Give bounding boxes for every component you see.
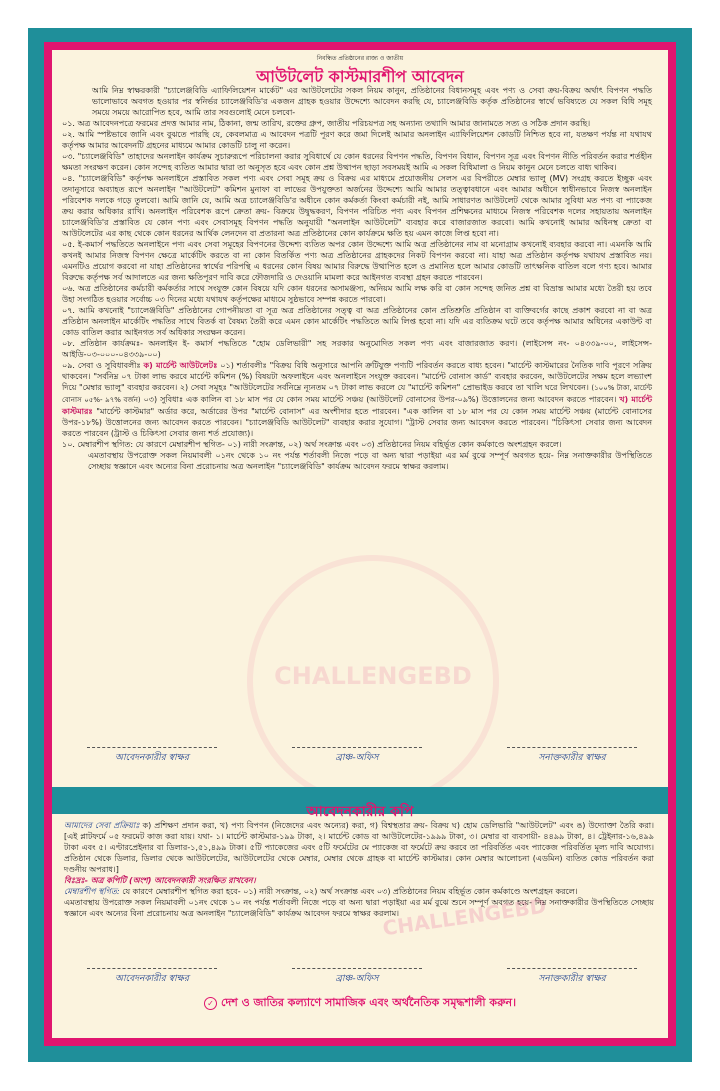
clause-item: ০৬. অত্র প্রতিষ্ঠানের কর্মচারী কর্মকর্তার সাথে সংযুক্ত কোন বিষয়ে যদি কোন ধরনের অসামঞ্জস্য, অনিয়ম আমি লক্ষ করি বা কোন সন্দেহ জনিত প্রশ্ন বা বিভ্রান্ত আমার মধ্যে তৈরী হয় তবে উহা সংগঠিত হওয়ার সর্বোচ্চ ০৩ দিনের মধ্যে যথাযথ কর্তৃপক্ষের মাধ্যমে সুষ্ঠভাবে সম্পন্ন করতে পারবো। bbox=[62, 284, 652, 304]
header-note: নিবন্ধিত প্রতিষ্ঠানের রাজ্য ও জাতীয় bbox=[316, 55, 404, 62]
applicant-signature: আবেদনকারীর স্বাক্ষর bbox=[87, 747, 217, 765]
footer-slogan: ✓ দেশ ও জাতির কল্যাণে সামাজিক এবং অর্থনৈতিক সমৃদ্ধশালী করুন। bbox=[52, 994, 668, 1013]
copy-applicant-signature: আবেদনকারীর স্বাক্ষর bbox=[87, 968, 217, 986]
clause-item: ০৪. "চ্যালেঞ্জবিডি" কর্তৃপক্ষ অনলাইনে প্রস্তাবিত সকল পণ্য এবং সেবা সমূহ ক্রয় ও বিক্রয় এর মাধ্যমে প্রয়োজনীয় সেলস এর বিপরীতে মেম্বার ভ্যালু (MV) সংগ্রহ করতে ইচ্ছুক এবং তদানুসারে অব্যাহত রূপে অনলাইন "আউটলেট" কমিশন মুনাফা বা লাভের উপযুক্ততা অর্জনের উদ্দেশ্যে আমি আমার তত্ত্বাবধানে এবং আমার অধীনে স্বাধীনভাবে নিজস্ব অনলাইন পরিবেশক দলকে গড়ে তুলবো। আমি জানি যে, আমি অত্র চ্যালেঞ্জবিডি'র অধীনে কোন কর্মকর্তা কিংবা কর্মচারী নই, আমি সাধারণত আউটলেট থেকে আমার সুবিধা মত পণ্য বা প্যাকেজ ক্রয় করার অধিকার রাখি। অনলাইন পরিবেশক রূপে ক্রেতা ক্রয়- বিক্রয়ে উদ্বুদ্ধকরণ, বিপণন পরিচিত পণ্য এবং বিপণন প্রশিক্ষনের মাধ্যমে নিজস্ব পরিবেশক দলের সহায়তায় অনলাইন চ্যালেঞ্জবিডি'র প্রস্তাবিত যে কোন পণ্য এবং সেবাসমূহ বিপণন পদ্ধতি অনুযায়ী "অনলাইন আউটলেট" ব্যবহার করে বাজারজাত করবো। আমি কখনোই আমার অধিনস্থ ক্রেতা বা আউটলেটের এর কাছ থেকে কোন ধরনের আর্থিক লেনদেন বা প্রতারনা অত্র প্রতিষ্ঠানের কোন কার্যক্রমে ক্ষতি হয় এমন কাজে লিপ্ত হবো না। bbox=[62, 174, 653, 238]
copy-section bbox=[64, 820, 654, 919]
closing-paragraph: এমতাবস্থায় উপরোক্ত সকল নিয়মাবলী ০১নং থেকে ১০ নং পর্যন্ত শর্তাবলী নিজে পড়ে বা অন্য দ্বারা পড়াইয়া এর মর্ম বুঝে সম্পূর্ণ অবগত হয়ে- নিম্ন সনাক্তকারীর উপস্থিতিতে সেচ্ছায় স্বজ্ঞানে এবং অন্যের বিনা প্ররোচনায় অত্র অনলাইন "চ্যালেঞ্জবিডি" কার্যক্রম আবেদন ফরমে স্বাক্ষর করলাম। bbox=[88, 451, 652, 471]
clause-9-services: ০৯. সেবা ও সুবিধাবলীঃ ক) মার্চেন্ট আউটলেটঃ ০১) শর্তাবলীঃ "বিক্রয় বিধি অনুসারে আপনি ক্রটিযুক্ত পণ্যটি পরিবর্তন করতে বাধ্য হবেন। "মার্চেন্ট কাস্টমারের নৈতিক দাবি পূরণে সক্রিয় থাকবেন। "সর্বনিম্ন ০৭ টাকা লাভ করবে মার্চেন্ট কমিশন (%) বিষয়টা অফলাইনে এবং অনলাইনে সংযুক্ত করবেন। "মার্চেন্ট বোনাস কার্ড" ব্যবহার করবেন, আউটলেটের সক্ষম হলে লভ্যাংশ দিয়ে "মেম্বার ভ্যালু" ব্যবহার করবেন। ২) সেবা সমূহঃ "আউটলেটের সর্বনিম্নে ন্যূনতম ০৭ টাকা লাভ করলে যে "মার্চেন্ট কমিশন" প্রোভাইড করবে তা খালি ঘরে লিখবেন। (১০০% টাকা, মার্চেন্ট বোনাস ০৫%- ৯৭% বর্জন) ০৩) সুবিধাঃ এক কালিন বা ১৮ মাস পর যে কোন সময় মার্চেন্ট সঞ্চয় (আউটলেট বোনাসের উপর-০৯%) উত্তোলনের জন্য আবেদন করতে পারবেন। খ) মার্চেন্ট কাস্টমারঃ "মার্চেন্ট কাস্টমার" অর্ডার করে, অর্ডারের উপর "মার্চেন্ট বোনাস" এর অংশীদার হতে পারবেন। "এক কালিন বা ১৮ মাস পর যে কোন সময় মার্চেন্ট সঞ্চয় (মার্চেন্ট বোনাসের উপর-১৮%) উত্তোলনের জন্য আবেদন করতে পারবেন। "চ্যালেঞ্জবিডি আউটলেট" ব্যবহার করার সুযোগ। "ট্রাস্ট সেবার জন্য আবেদন করতে পারবেন। "চিকিৎসা সেবার জন্য আবেদন করতে পারবেন (ট্রাস্ট ও চিকিৎসা সেবার জন্য শর্ত প্রযোজ্য)। bbox=[62, 361, 653, 438]
copy-closing: এমতাবস্থায় উপরোক্ত সকল নিয়মাবলী ০১নং থেকে ১০ নং পর্যন্ত শর্তাবলী নিজে পড়ে বা অন্য দ্বারা পড়াইয়া এর মর্ম বুঝে শুনে সম্পূর্ণ অবগত হয়ে- নিম্ন সনাক্তকারীর উপস্থিতিতে সেচ্ছায় স্বজ্ঞানে এবং অন্যের বিনা প্ররোচনায় অত্র অনলাইন "চ্যালেঞ্জবিডি" কার্যক্রম আবেদন ফরমে স্বাক্ষর করলাম। bbox=[64, 898, 654, 918]
copy-branch-office-signature: ব্রাঞ্চ-অফিস bbox=[292, 968, 422, 986]
check-icon: ✓ bbox=[204, 997, 217, 1010]
identifier-signature: সনাক্তকারীর স্বাক্ষর bbox=[507, 747, 637, 765]
clause-item: ০২. আমি স্পষ্টভাবে জানি এবং বুঝতে পারছি যে, কেবলমাত্র এ আবেদন পত্রটি পূরণ করে জমা দিলেই আমার অনলাইন এ্যাফিলিয়েশন কোডটি নিশ্চিত হবে না, যতক্ষণ পর্যন্ত না যথাযথ কর্তৃপক্ষ আমার আবেদনটি গ্রহনের মাধ্যমে আমার কোডটি চালু না করেন। bbox=[62, 130, 652, 150]
clause-10-suspension: ১০. মেম্বারশীপ স্থগিত: যে কারণে মেম্বারশীপ স্থগিত- ০১) নারী সংক্রান্ত, ০২) অর্থ সংক্রান্ত এবং ০৩) প্রতিষ্ঠানের নিয়ম বহির্ভূত কোন কর্মকাণ্ডে অংশগ্রহন করলে। bbox=[62, 440, 562, 449]
form-title: আউটলেট কাস্টমারশীপ আবেদন bbox=[256, 67, 464, 86]
intro-paragraph: আমি নিম্ন স্বাক্ষরকারী "চ্যালেঞ্জবিডি এ্যাফিলিয়েশন মার্কেট" এর আউটলেটের সকল নিয়ম কানুন, প্রতিষ্ঠানের বিধানসমূহ এবং পণ্য ও সেবা ক্রয়-বিক্রয় অর্থাৎ বিপণন পদ্ধতি ভালোভাবে অবগত হওয়ার পর স্বনির্ভর চ্যালেঞ্জবিডি'র একজন গ্রাহক হওয়ার উদ্দেশ্যে আবেদন করছি যে, চ্যালেঞ্জবিডি কর্তৃক প্রতিষ্ঠানের স্বার্থে ভবিষ্যতে যে সকল বিধি সমূহ সময়ে সময়ে আরোপিত হবে, আমি তার সবগুলোই মেনে চলবো- bbox=[92, 86, 652, 117]
copy-suspend: মেম্বারশীপ স্থগিত: যে কারণে মেম্বারশীপ স্থগিত করা হবে- ০১) নারী সংক্রান্ত, ০২) অর্থ সংক্রান্ত এবং ০৩) প্রতিষ্ঠানের নিয়ম বহির্ভূত কোন কর্মকাণ্ডে অংশগ্রহন করলে। bbox=[64, 887, 578, 896]
copy-identifier-signature: সনাক্তকারীর স্বাক্ষর bbox=[507, 968, 637, 986]
clause-item: ০১. অত্র আবেদনপত্রে ফরমের প্রদত্ত আমার নাম, ঠিকানা, জন্ম তারিখ, রক্তের গ্রুপ, জাতীয় পরিচয়পত্র সহ অন্যান্য তথ্যাদি আমার জানামতে সত্য ও সঠিক প্রদান করছি। bbox=[62, 119, 591, 128]
watermark-seal: CHALLENGEBD bbox=[247, 555, 499, 807]
copy-services: আমাদের সেবা প্রক্রিয়াঃ ক) প্রশিক্ষণ প্রদান করা, খ) পণ্য বিপণন (নিজেদের এবং অন্যের) করা, গ) বিশ্বস্থতার ক্রয়- বিক্রয় ঘ) হোম ডেলিভারি "আউটলেট" এবং ঙ) উদ্যোক্তা তৈরি করা। [এই প্লাটফর্মে ০৫ ফরমেট কাজ করা যায়। যথা- ১। মার্চেন্ট কাস্টমার-১৯৯ টাকা, ২। মার্চেন্ট কোড বা আউটলেটের-১৯৯৯ টাকা, ৩। মেম্বার বা ব্যবসায়ী- ৪৪৯৯ টাকা, ৪। ট্রেইনার-১৬,৪৯৯ টাকা এবং ৫। এণ্টারপ্রেইনার বা ডিলার-১,৫১,৪৯৯ টাকা। ৫টি প্যাকেজের এবং ৫টি ফর্মেটের মে প্যাকেজ বা ফর্মেটে ক্রয় করবে তা পরিবর্তিত এবং প্যাকেজ পরিবর্তিত মূল্য দাবি অযোগ্য। প্রতিষ্ঠান থেকে ডিলার, ডিলার থেকে আউটলেটের, আউটলেটের থেকে মেম্বার, মেম্বার থেকে গ্রাহক বা মার্চেন্ট কাস্টমার। কোন মেম্বার আলোচনা (এডমিন) ব্যতিত কোড পরিবর্তন করা দণ্ডনীয় অপরাধ।] bbox=[64, 821, 654, 874]
branch-office-signature: ব্রাঞ্চ-অফিস bbox=[292, 747, 422, 765]
copy-note: বিঃদ্রঃ- অত্র কপিটি (অংশ) আবেদনকারী সংরক্ষিত রাখবেন। bbox=[64, 876, 256, 885]
copy-title: আবেদনকারীর কপি bbox=[306, 804, 414, 820]
clauses-list bbox=[62, 118, 652, 472]
form-sheet bbox=[52, 50, 668, 1038]
clause-item: ০৫. ই-কমার্স পদ্ধতিতে অনলাইনে পণ্য এবং সেবা সমূহের বিপণনের উদ্দেশ্য ব্যতিত অপর কোন উদ্দেশ্যে আমি অত্র প্রতিষ্ঠানের নাম বা মনোগ্রাম কখনোই ব্যবহার করবো না। এমনকি আমি কখনই আমার নিজস্ব বিপণন ক্ষেত্রে মার্কেটিং করতে বা না কোন বিতর্কিত পণ্য অত্র প্রতিষ্ঠানের গ্রাহকদের নিকট বিপণন করবো না। যাহা অত্র প্রতিষ্ঠান কর্তৃপক্ষ যথাযথ প্রস্তাবিত নয়। এমনটিও প্রয়োগ করবো না যাহা প্রতিষ্ঠানের স্বার্থের পরিপন্থি এ ধরনের কোন বিষয় আমার বিরুদ্ধে উত্থাপিত হলে ও প্রমানিত হলে আমার কোডটি তাৎক্ষনিক বাতিল বলে গণ্য হবে। আমার বিরুদ্ধে কর্তৃপক্ষ সর্ব আদালতে এর জন্য ক্ষতিপূরণ দাবি করে ফৌজদারি ও দেওয়ানি মামলা করে আইনগত ব্যবস্থা গ্রহন করতে পারবেন। bbox=[62, 240, 653, 282]
clause-item: ০৭. আমি কখনোই "চ্যালেঞ্জবিডি" প্রতিষ্ঠানের গোপনীয়তা বা সূত্র অত্র প্রতিষ্ঠানের সত্ত্ব বা অত্র প্রতিষ্ঠানের কোন প্রতিশ্রুতি প্রতিষ্ঠান বা ব্যক্তিবর্গের কাছে প্রকাশ করবো না বা অত্র প্রতিষ্ঠান অনলাইন মার্কেটিং পদ্ধতির সাথে বিতর্ক বা বৈষম্য তৈরী করে এমন কোন মার্কেটিং পদ্ধতিতে আমি লিপ্ত হবো না। যদি এর ব্যতিক্রম ঘটে তবে কর্তৃপক্ষ আমার অধিনের একাউন্ট বা কোড বাতিল করার আইনগত সর্ব অধিকার সংরক্ষন করেন। bbox=[62, 306, 652, 337]
watermark-text: CHALLENGEBD bbox=[381, 893, 548, 941]
clause-item: ০৮. প্রতিষ্ঠান কার্যক্রমঃ- অনলাইন ই- কমার্স পদ্ধতিতে "হোম ডেলিভারী" সহ সরকার অনুমোদিত সকল পণ্য এবং বাজারজাত করণ। (লাইসেন্স নং- ০৪৩৩৯-০০, লাইসেন্স- আইডি-০৩-০০০-০৪৩৩৯-০০) bbox=[62, 339, 652, 359]
fill-note: (১০০% টাকা, মার্চেন্ট বোনাস ০৫%- ৯৭% বর্জন) bbox=[62, 384, 652, 404]
clause-item: ০৩. "চ্যালেঞ্জবিডি" তাহাদের অনলাইন কার্যক্রম সুচারুরূপে পরিচালনা করার সুবিধার্থে যে কোন ধরনের বিপণন পদ্ধতি, বিপণন বিধান, বিপণন সূত্র এবং বিপণন নীতি পরিবর্তন করার শর্তহীন ক্ষমতা সংরক্ষণ করেন। কোন সন্দেহ ব্যতিত আমার দ্বারা তা অনুসৃত হবে এবং কোন প্রশ্ন উত্থাপন ছাড়া সবসময়ই আমি এ সকল বিধিমালা ও নিয়ম কানুন মেনে চলতে বাধ্য থাকিব। bbox=[62, 152, 652, 172]
